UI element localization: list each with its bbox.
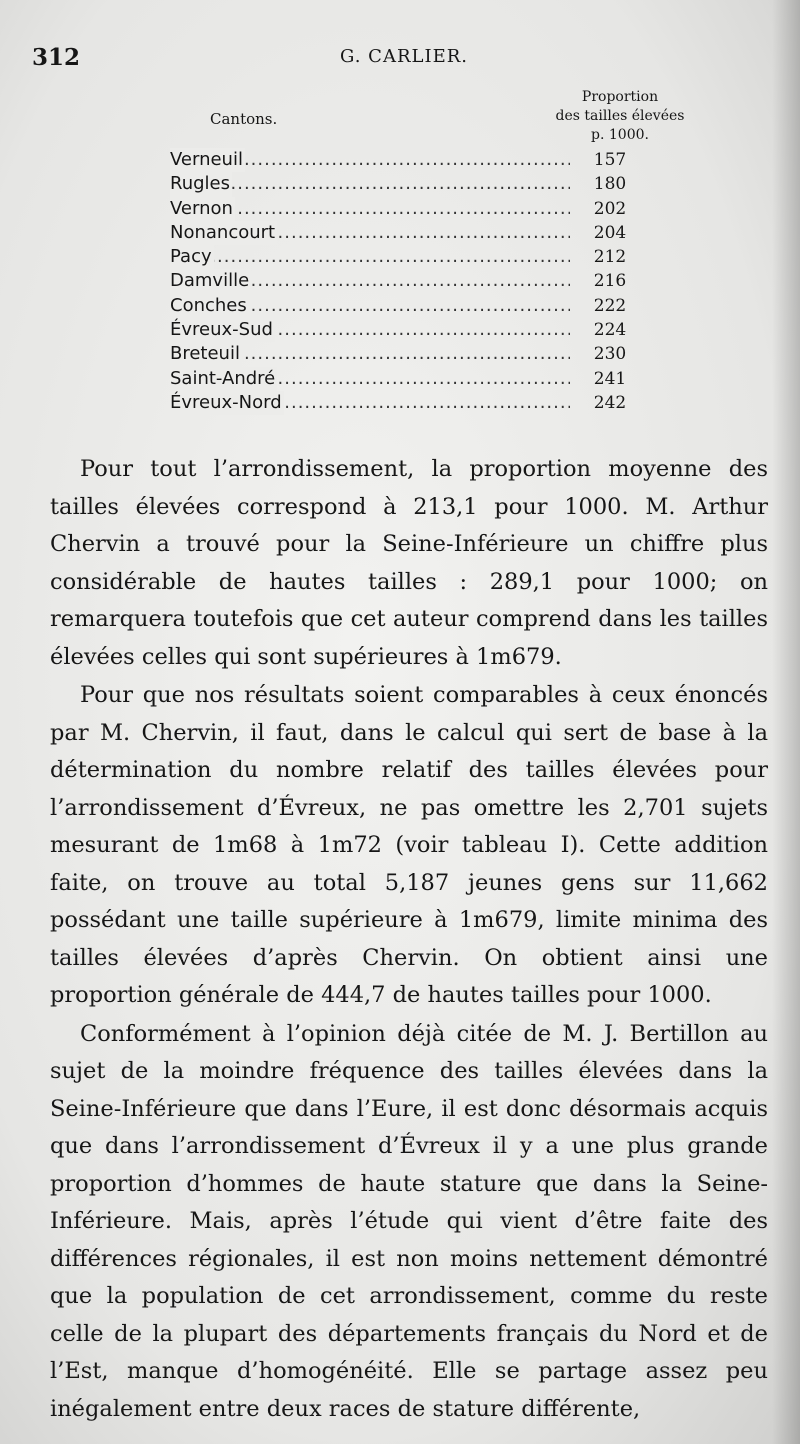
page-number: 312 [32, 44, 81, 71]
paragraph: Pour que nos résultats soient comparables à ceux énoncés par M. Chervin, il faut, dans le calcul qui sert de base à la détermination du nombre relatif des tailles élevées pour l’arrondissement d’Évreux, ne pas omettre les 2,701 sujets mesurant de 1m68 à 1m72 (voir tableau I). Cette addition faite, on trouve au total 5,187 jeunes gens sur 11,662 possédant une taille supérieure à 1m679, limite minima des tailles élevées d’après Chervin. On obtient ainsi une proportion générale de 444,7 de hautes tailles pour 1000. [50, 682, 768, 1008]
table-row [170, 197, 640, 221]
leader-dots [170, 245, 570, 269]
canton-name: Rugles [170, 173, 230, 195]
table-row [170, 245, 640, 269]
proportion-value: 202 [593, 198, 627, 219]
column-header-cantons: Cantons. [210, 110, 278, 128]
paragraph: Conformément à l’opinion déjà citée de M. J. Bertillon au sujet de la moindre fréquence des tailles élevées dans la Seine-Inférieure que dans l’Eure, il est donc désormais acquis que dans l’arrondissement d’Évreux il y a une plus grande proportion d’hommes de haute stature que dans la Seine-Inférieure. Mais, après l’étude qui vient d’être faite des différences régionales, il est non moins nettement démontré que la population de cet arrondissement, comme du reste celle de la plupart des départements français du Nord et de l’Est, manque d’homogénéité. Elle se partage assez peu inégalement entre deux races de stature différente, [50, 1020, 768, 1422]
canton-name: Damville [170, 270, 250, 292]
page-edge-shadow [772, 0, 800, 1444]
canton-name: Verneuil [170, 149, 243, 170]
proportion-value: 157 [593, 150, 627, 170]
table-row [170, 294, 640, 318]
canton-name: Nonancourt [170, 221, 276, 243]
proportion-value: 180 [593, 174, 627, 195]
proportion-value: 224 [593, 320, 627, 341]
proportion-value: 230 [593, 344, 627, 365]
proportion-value: 204 [593, 222, 627, 243]
proportion-value: 242 [593, 392, 627, 413]
table-row [170, 148, 640, 172]
table-row [170, 342, 640, 366]
proportion-value: 241 [593, 368, 627, 389]
body-text [50, 451, 768, 1428]
table-row [170, 391, 640, 415]
proportion-value: 212 [593, 247, 627, 268]
column-header-line: p. 1000. [591, 127, 649, 143]
canton-name: Conches [170, 294, 247, 316]
table-row [170, 269, 640, 293]
table-row [170, 172, 640, 196]
canton-name: Vernon [170, 197, 233, 219]
proportion-value: 216 [593, 271, 627, 292]
table-row [170, 318, 640, 342]
canton-name: Pacy [170, 246, 212, 268]
proportion-value: 222 [593, 295, 627, 316]
running-head: G. CARLIER. [340, 46, 468, 67]
canton-name: Évreux-Nord [170, 391, 282, 413]
table-row [170, 221, 640, 245]
column-header-line: Proportion [581, 89, 659, 105]
paragraph: Pour tout l’arrondissement, la proportion moyenne des tailles élevées correspond à 213,1 pour 1000. M. Arthur Chervin a trouvé pour la Seine-Inférieure un chiffre plus considérable de hautes tailles : 289,1 pour 1000; on remarquera toutefois que cet auteur comprend dans les tailles élevées celles qui sont supérieures à 1m679. [50, 456, 768, 670]
column-header-proportion [540, 88, 700, 145]
page-header [32, 40, 732, 76]
column-header-line: des tailles élevées [555, 108, 685, 124]
canton-name: Saint-André [170, 367, 276, 389]
table-row [170, 367, 640, 391]
canton-name: Évreux-Sud [170, 319, 273, 341]
canton-name: Breteuil [170, 343, 240, 365]
cantons-table [170, 148, 640, 415]
